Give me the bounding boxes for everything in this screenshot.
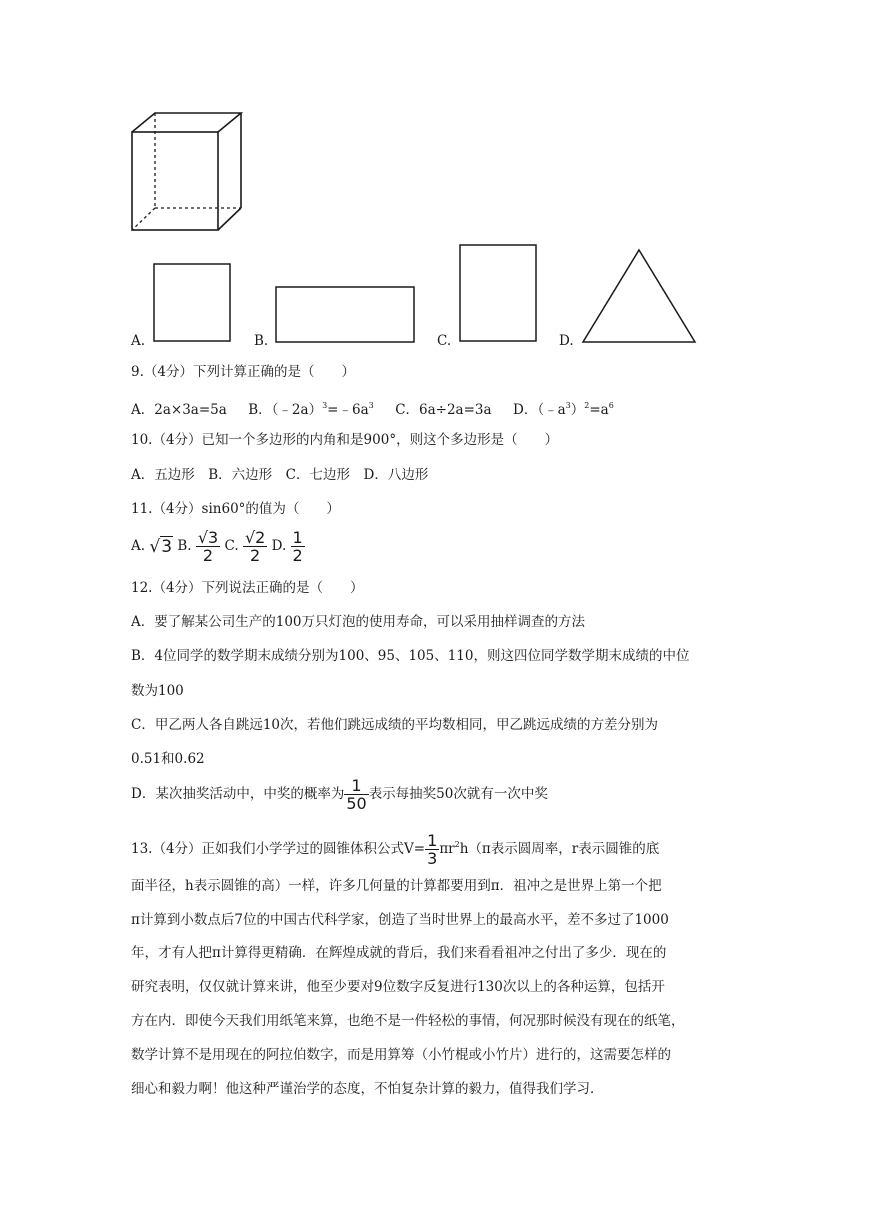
q12-option-d: D．某次抽奖活动中，中奖的概率为 $\frac{1}{50}$ 表示每抽奖50次就有一次中奖 <box>131 776 548 813</box>
q10-stem: 10.（4分）已知一个多边形的内角和是900°，则这个多边形是（ ） <box>131 432 559 448</box>
q13-line2: 面半径，h表示圆锥的高）一样，许多几何量的计算都要用到π．祖冲之是世界上第一个把 <box>131 878 662 894</box>
q11-option-a-label: A. <box>131 538 146 554</box>
q13-line4: 年，才有人把π计算得更精确．在辉煌成就的背后，我们来看看祖冲之付出了多少．现在的 <box>131 945 667 961</box>
fraction-1-over-3: $\frac{1}{3}$ <box>427 831 438 868</box>
q13-line1: 13.（4分）正如我们小学学过的圆锥体积公式V= $\frac{1}{3}$ $\pi r^2h(\pi$表示圆周率，r表示圆锥的底 <box>131 831 660 868</box>
tall-rectangle-shape-icon <box>459 244 539 343</box>
figure-option-a-label: A. <box>131 333 146 349</box>
fraction-1-over-2: $\frac{1}{2}$ <box>292 528 303 565</box>
square-shape-icon <box>153 263 233 343</box>
q9-option-c: C．6a÷2a=3a <box>395 402 492 418</box>
q9-stem: 9.（4分）下列计算正确的是（ ） <box>131 364 355 380</box>
q12-option-c-line1: C．甲乙两人各自跳远10次，若他们跳远成绩的平均数相同，甲乙跳远成绩的方差分别为 <box>131 717 659 733</box>
q9-options <box>131 397 614 419</box>
q11-option-b-label: B. <box>177 538 192 554</box>
q13-line8: 细心和毅力啊！他这种严谨治学的态度，不怕复杂计算的毅力，值得我们学习． <box>131 1081 604 1097</box>
q9-option-d: D．$(﹣a^3)^2=a^6$ <box>513 401 614 418</box>
q9-option-b: B．$(﹣2a)^3=﹣6a^3$ <box>248 401 374 418</box>
sqrt3-math: √3 <box>149 536 173 557</box>
q12-option-c-line2: 0.51和0.62 <box>131 751 205 767</box>
figure-option-c-label: C. <box>437 333 452 349</box>
q11-option-c-label: C. <box>224 538 239 554</box>
q11-stem: 11.（4分）sin60°的值为（ ） <box>131 501 340 517</box>
q12-option-b-line1: B．4位同学的数学期末成绩分别为100、95、105、110，则这四位同学数学期末成绩的中位 <box>131 648 690 664</box>
q10-options: A．五边形 B．六边形 C．七边形 D．八边形 <box>131 467 429 483</box>
q9-option-a: A．2a×3a=5a <box>131 402 227 418</box>
q12-option-a: A．要了解某公司生产的100万只灯泡的使用寿命，可以采用抽样调查的方法 <box>131 614 586 630</box>
q11-option-d-label: D. <box>271 538 287 554</box>
triangle-shape-icon <box>580 247 698 345</box>
q13-line7: 数学计算不是用现在的阿拉伯数字，而是用算筹（小竹棍或小竹片）进行的，这需要怎样的 <box>131 1047 671 1063</box>
cube-figure <box>128 110 248 235</box>
q13-line6: 方在内．即使今天我们用纸笔来算，也绝不是一件轻松的事情，何况那时候没有现在的纸笔， <box>131 1013 685 1029</box>
q13-line3: π计算到小数点后7位的中国古代科学家，创造了当时世界上的最高水平，差不多过了1000 <box>131 912 669 928</box>
q11-options <box>131 527 305 566</box>
q13-line5: 研究表明，仅仅就计算来讲，他至少要对9位数字反复进行130次以上的各种运算，包括开 <box>131 979 665 995</box>
fraction-sqrt2-over-2: $\frac{√2}{2}$ <box>244 528 266 565</box>
wide-rectangle-shape-icon <box>275 286 417 344</box>
figure-option-d-label: D. <box>559 333 574 349</box>
figure-option-b-label: B. <box>254 333 269 349</box>
fraction-1-over-50: $\frac{1}{50}$ <box>346 776 367 813</box>
q12-stem: 12.（4分）下列说法正确的是（ ） <box>131 580 364 596</box>
q12-option-b-line2: 数为100 <box>131 683 184 699</box>
fraction-sqrt3-over-2: $\frac{√3}{2}$ <box>197 528 219 565</box>
